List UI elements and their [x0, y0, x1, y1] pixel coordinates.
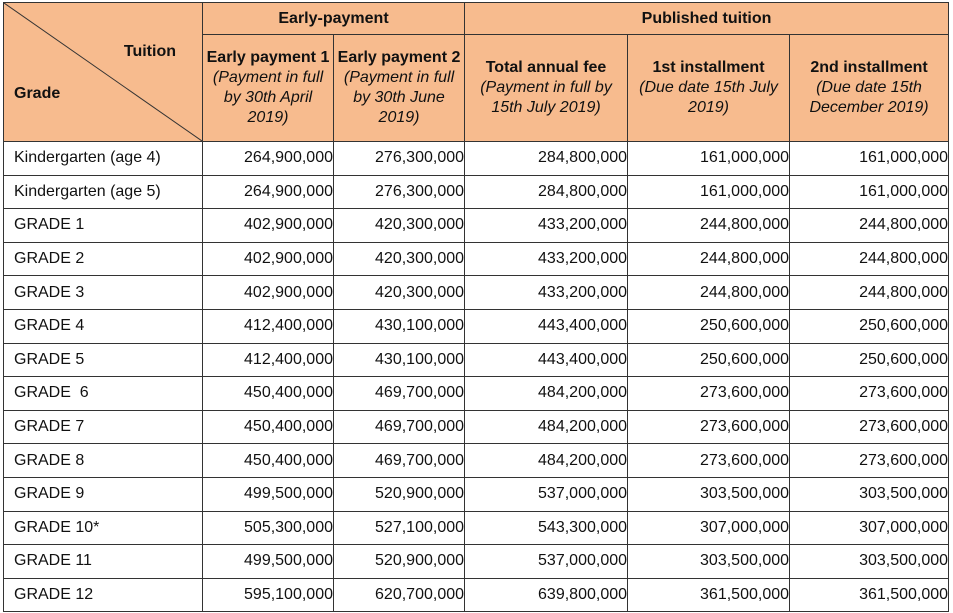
second-installment-cell: 250,600,000: [790, 309, 949, 343]
column-subtitle: (Payment in full by 30th April 2019): [212, 69, 324, 126]
early-payment-2-cell: 469,700,000: [334, 377, 465, 411]
column-header-second-installment: [790, 35, 949, 142]
grade-cell: GRADE 5: [4, 343, 203, 377]
total-annual-fee-cell: 537,000,000: [465, 545, 628, 579]
second-installment-cell: 303,500,000: [790, 545, 949, 579]
second-installment-cell: 273,600,000: [790, 377, 949, 411]
column-subtitle: (Payment in full by 30th June 2019): [343, 69, 455, 126]
grade-cell: GRADE 3: [4, 276, 203, 310]
early-payment-1-cell: 505,300,000: [203, 511, 334, 545]
total-annual-fee-cell: 433,200,000: [465, 276, 628, 310]
early-payment-1-cell: 412,400,000: [203, 343, 334, 377]
grade-cell: GRADE 6: [4, 377, 203, 411]
table-row: [4, 242, 949, 276]
grade-cell: GRADE 8: [4, 444, 203, 478]
total-annual-fee-cell: 484,200,000: [465, 377, 628, 411]
grade-cell: GRADE 11: [4, 545, 203, 579]
column-title: Total annual fee: [485, 59, 607, 76]
table-row: [4, 209, 949, 243]
table-row: [4, 410, 949, 444]
second-installment-cell: 250,600,000: [790, 343, 949, 377]
column-title: 2nd installment: [810, 59, 928, 76]
grade-cell: GRADE 12: [4, 578, 203, 612]
table-row: [4, 511, 949, 545]
early-payment-2-cell: 520,900,000: [334, 477, 465, 511]
first-installment-cell: 307,000,000: [628, 511, 790, 545]
second-installment-cell: 244,800,000: [790, 276, 949, 310]
early-payment-1-cell: 450,400,000: [203, 377, 334, 411]
early-payment-1-cell: 499,500,000: [203, 477, 334, 511]
table-row: [4, 578, 949, 612]
early-payment-1-cell: 402,900,000: [203, 276, 334, 310]
total-annual-fee-cell: 284,800,000: [465, 175, 628, 209]
grade-cell: GRADE 4: [4, 309, 203, 343]
grade-cell: GRADE 10*: [4, 511, 203, 545]
first-installment-cell: 303,500,000: [628, 477, 790, 511]
early-payment-2-cell: 420,300,000: [334, 209, 465, 243]
grade-cell: GRADE 7: [4, 410, 203, 444]
table-row: [4, 477, 949, 511]
second-installment-cell: 307,000,000: [790, 511, 949, 545]
grade-cell: GRADE 2: [4, 242, 203, 276]
diagonal-divider: [4, 3, 202, 141]
first-installment-cell: 244,800,000: [628, 209, 790, 243]
table-row: [4, 276, 949, 310]
early-payment-1-cell: 402,900,000: [203, 242, 334, 276]
column-title: Early payment 1: [206, 49, 330, 66]
early-payment-1-cell: 450,400,000: [203, 410, 334, 444]
column-subtitle: (Due date 15th July 2019): [639, 79, 778, 116]
column-header-first-installment: [628, 35, 790, 142]
tuition-table: [3, 2, 949, 612]
total-annual-fee-cell: 537,000,000: [465, 477, 628, 511]
early-payment-2-cell: 420,300,000: [334, 276, 465, 310]
total-annual-fee-cell: 543,300,000: [465, 511, 628, 545]
second-installment-cell: 161,000,000: [790, 175, 949, 209]
total-annual-fee-cell: 484,200,000: [465, 444, 628, 478]
early-payment-2-cell: 469,700,000: [334, 444, 465, 478]
grade-cell: Kindergarten (age 5): [4, 175, 203, 209]
early-payment-1-cell: 412,400,000: [203, 309, 334, 343]
early-payment-2-cell: 527,100,000: [334, 511, 465, 545]
column-title: Early payment 2: [337, 49, 461, 66]
first-installment-cell: 273,600,000: [628, 444, 790, 478]
table-row: [4, 309, 949, 343]
early-payment-2-cell: 420,300,000: [334, 242, 465, 276]
grade-axis-label: Grade: [14, 85, 61, 102]
first-installment-cell: 161,000,000: [628, 142, 790, 176]
first-installment-cell: 273,600,000: [628, 377, 790, 411]
early-payment-1-cell: 264,900,000: [203, 175, 334, 209]
table-row: [4, 377, 949, 411]
grade-cell: GRADE 1: [4, 209, 203, 243]
early-payment-2-cell: 469,700,000: [334, 410, 465, 444]
column-header-early-payment-2: [334, 35, 465, 142]
total-annual-fee-cell: 284,800,000: [465, 142, 628, 176]
table-row: [4, 343, 949, 377]
column-title: 1st installment: [652, 59, 765, 76]
early-payment-2-cell: 430,100,000: [334, 309, 465, 343]
early-payment-2-cell: 430,100,000: [334, 343, 465, 377]
total-annual-fee-cell: 484,200,000: [465, 410, 628, 444]
total-annual-fee-cell: 433,200,000: [465, 242, 628, 276]
first-installment-cell: 361,500,000: [628, 578, 790, 612]
table-row: [4, 545, 949, 579]
total-annual-fee-cell: 433,200,000: [465, 209, 628, 243]
early-payment-1-cell: 450,400,000: [203, 444, 334, 478]
early-payment-2-cell: 276,300,000: [334, 142, 465, 176]
second-installment-cell: 244,800,000: [790, 242, 949, 276]
second-installment-cell: 273,600,000: [790, 410, 949, 444]
early-payment-2-cell: 520,900,000: [334, 545, 465, 579]
second-installment-cell: 303,500,000: [790, 477, 949, 511]
first-installment-cell: 250,600,000: [628, 343, 790, 377]
total-annual-fee-cell: 639,800,000: [465, 578, 628, 612]
second-installment-cell: 273,600,000: [790, 444, 949, 478]
early-payment-1-cell: 595,100,000: [203, 578, 334, 612]
table-row: [4, 444, 949, 478]
early-payment-1-cell: 499,500,000: [203, 545, 334, 579]
tuition-axis-label: Tuition: [123, 43, 176, 60]
early-payment-1-cell: 264,900,000: [203, 142, 334, 176]
corner-header-cell: [4, 3, 203, 142]
column-subtitle: (Payment in full by 15th July 2019): [480, 79, 612, 116]
early-payment-group-header: Early-payment: [203, 3, 465, 35]
first-installment-cell: 161,000,000: [628, 175, 790, 209]
total-annual-fee-cell: 443,400,000: [465, 343, 628, 377]
early-payment-2-cell: 276,300,000: [334, 175, 465, 209]
first-installment-cell: 244,800,000: [628, 242, 790, 276]
second-installment-cell: 161,000,000: [790, 142, 949, 176]
early-payment-1-cell: 402,900,000: [203, 209, 334, 243]
column-header-total-annual-fee: [465, 35, 628, 142]
first-installment-cell: 250,600,000: [628, 309, 790, 343]
early-payment-2-cell: 620,700,000: [334, 578, 465, 612]
column-subtitle: (Due date 15th December 2019): [809, 79, 929, 116]
grade-cell: Kindergarten (age 4): [4, 142, 203, 176]
published-tuition-group-header: Published tuition: [465, 3, 949, 35]
grade-cell: GRADE 9: [4, 477, 203, 511]
total-annual-fee-cell: 443,400,000: [465, 309, 628, 343]
column-header-early-payment-1: [203, 35, 334, 142]
table-row: [4, 175, 949, 209]
table-row: [4, 142, 949, 176]
first-installment-cell: 273,600,000: [628, 410, 790, 444]
second-installment-cell: 361,500,000: [790, 578, 949, 612]
first-installment-cell: 244,800,000: [628, 276, 790, 310]
second-installment-cell: 244,800,000: [790, 209, 949, 243]
first-installment-cell: 303,500,000: [628, 545, 790, 579]
